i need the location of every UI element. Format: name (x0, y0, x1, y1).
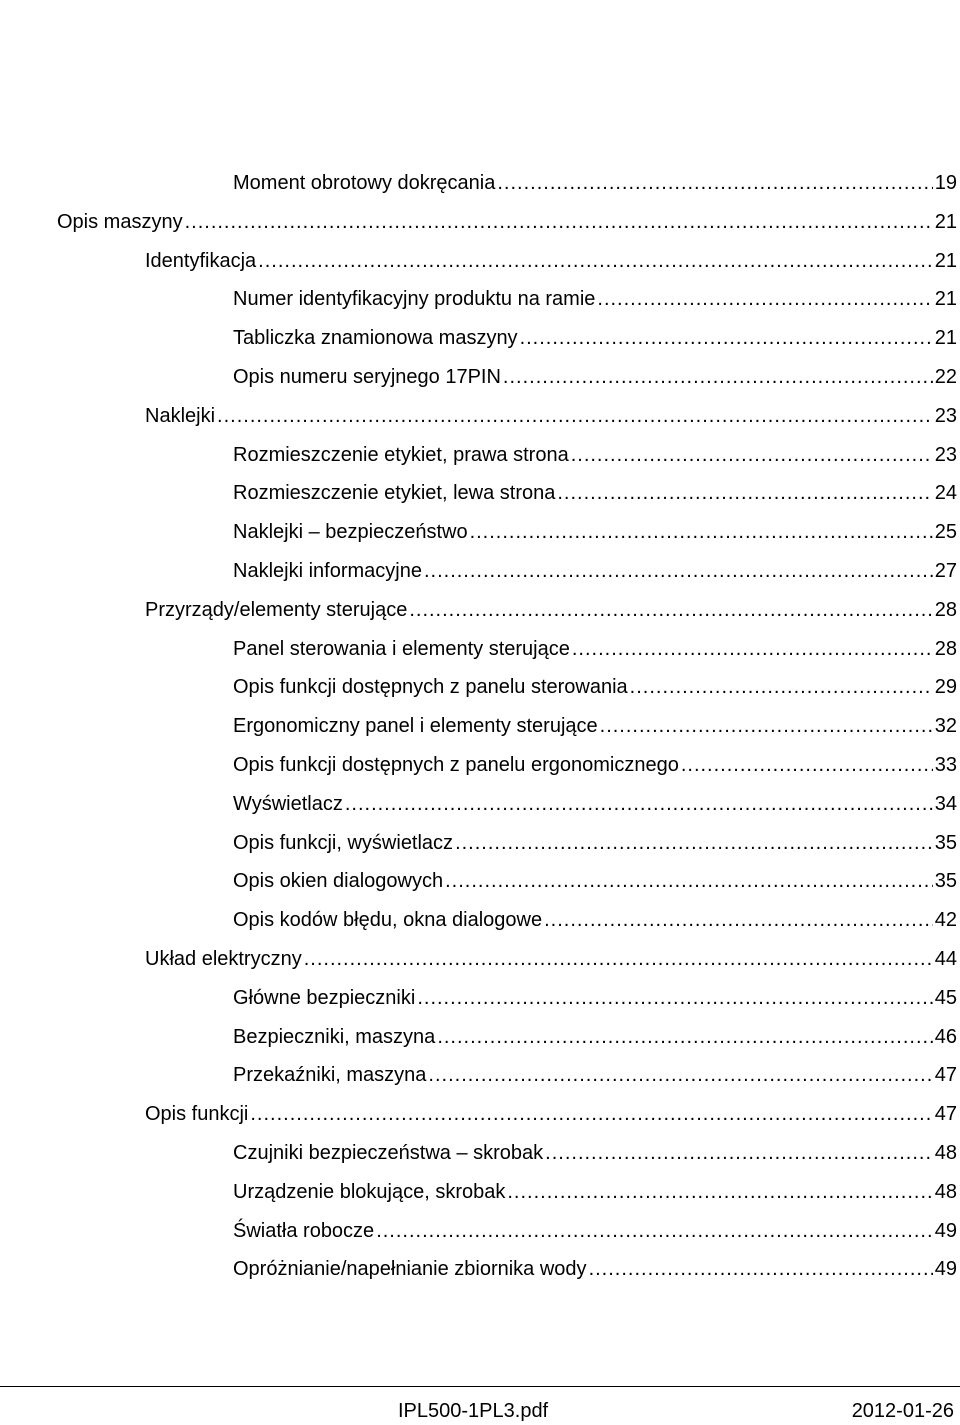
toc-dot-leader (376, 1212, 933, 1251)
toc-entry-title: Urządzenie blokujące, skrobak (233, 1180, 506, 1203)
toc-dot-leader (437, 1018, 932, 1057)
toc-entry-title: Naklejki (145, 404, 216, 427)
page-footer (0, 1386, 960, 1425)
toc-entry[interactable] (233, 319, 960, 358)
toc-entry-page-number: 21 (934, 249, 957, 272)
toc-dot-leader (185, 203, 933, 242)
toc-entry[interactable] (233, 785, 960, 824)
toc-entry-title: Opis numeru seryjnego 17PIN (233, 365, 501, 388)
toc-entry-title: Opis funkcji dostępnych z panelu sterowania (233, 676, 628, 699)
toc-entry-title: Przekaźniki, maszyna (233, 1064, 427, 1087)
toc-entry-title: Numer identyfikacyjny produktu na ramie (233, 288, 596, 311)
toc-entry-page-number: 27 (934, 559, 957, 582)
toc-entry-title: Bezpieczniki, maszyna (233, 1025, 436, 1048)
toc-entry-title: Światła robocze (233, 1219, 375, 1242)
toc-entry-page-number: 24 (934, 482, 957, 505)
toc-dot-leader (503, 358, 933, 397)
toc-entry-page-number: 23 (934, 404, 957, 427)
toc-entry-page-number: 46 (934, 1025, 957, 1048)
toc-entry[interactable] (145, 591, 960, 630)
toc-entry[interactable] (233, 1134, 960, 1173)
footer-date: 2012-01-26 (851, 1400, 954, 1422)
toc-entry-page-number: 19 (934, 172, 957, 194)
toc-entry-title: Opis kodów błędu, okna dialogowe (233, 909, 543, 932)
toc-dot-leader (258, 242, 933, 281)
toc-entry-page-number: 35 (934, 870, 957, 893)
toc-entry[interactable] (233, 358, 960, 397)
toc-entry-title: Panel sterowania i elementy sterujące (233, 637, 570, 660)
toc-entry-title: Układ elektryczny (145, 947, 302, 970)
toc-entry-page-number: 34 (934, 792, 957, 815)
toc-entry-page-number: 42 (934, 909, 957, 932)
toc-entry[interactable] (233, 1250, 960, 1289)
toc-entry-page-number: 22 (934, 365, 957, 388)
toc-entry-page-number: 23 (934, 443, 957, 466)
toc-dot-leader (557, 474, 932, 513)
toc-entry-title: Wyświetlacz (233, 792, 343, 815)
toc-entry[interactable] (233, 668, 960, 707)
toc-entry[interactable] (233, 1212, 960, 1251)
toc-dot-leader (545, 1134, 933, 1173)
toc-entry-page-number: 28 (934, 637, 957, 660)
toc-entry-page-number: 32 (934, 715, 957, 738)
toc-entry[interactable] (145, 940, 960, 979)
toc-entry[interactable] (145, 242, 960, 281)
toc-dot-leader (589, 1250, 933, 1289)
toc-dot-leader (424, 552, 933, 591)
toc-entry-title: Naklejki – bezpieczeństwo (233, 521, 468, 544)
toc-dot-leader (572, 630, 933, 669)
toc-entry-page-number: 21 (934, 327, 957, 350)
toc-dot-leader (681, 746, 933, 785)
toc-entry-page-number: 48 (934, 1180, 957, 1203)
toc-entry-title: Opis maszyny (57, 210, 183, 233)
toc-entry-title: Identyfikacja (145, 249, 257, 272)
toc-entry[interactable] (233, 280, 960, 319)
toc-dot-leader (520, 319, 933, 358)
toc-entry[interactable] (233, 630, 960, 669)
toc-entry[interactable] (233, 164, 960, 203)
toc-entry[interactable] (233, 746, 960, 785)
footer-filename: IPL500-1PL3.pdf (398, 1400, 549, 1422)
toc-dot-leader (597, 280, 932, 319)
toc-entry[interactable] (233, 1018, 960, 1057)
toc-entry[interactable] (233, 901, 960, 940)
toc-dot-leader (417, 979, 932, 1018)
toc-entry-page-number: 48 (934, 1141, 957, 1164)
toc-entry-title: Tabliczka znamionowa maszyny (233, 327, 518, 350)
toc-dot-leader (571, 436, 933, 475)
toc-dot-leader (630, 668, 933, 707)
toc-entry-page-number: 29 (934, 676, 957, 699)
toc-entry[interactable] (233, 552, 960, 591)
toc-entry[interactable] (233, 1056, 960, 1095)
toc-entry[interactable] (233, 474, 960, 513)
footer-divider (0, 1386, 960, 1387)
toc-entry-page-number: 45 (934, 986, 957, 1009)
toc-dot-leader (600, 707, 933, 746)
toc-entry-title: Opis funkcji (145, 1103, 249, 1126)
toc-dot-leader (217, 397, 933, 436)
toc-entry[interactable] (145, 1095, 960, 1134)
toc-entry[interactable] (233, 979, 960, 1018)
toc-entry[interactable] (145, 397, 960, 436)
toc-entry[interactable] (233, 824, 960, 863)
toc-dot-leader (544, 901, 933, 940)
toc-dot-leader (470, 513, 933, 552)
toc-entry-title: Ergonomiczny panel i elementy sterujące (233, 715, 598, 738)
toc-entry-page-number: 47 (934, 1103, 957, 1126)
toc-dot-leader (497, 164, 932, 203)
toc-entry-title: Opróżnianie/napełnianie zbiornika wody (233, 1258, 587, 1281)
toc-entry-title: Przyrządy/elementy sterujące (145, 598, 408, 621)
toc-entry[interactable] (233, 1173, 960, 1212)
toc-dot-leader (409, 591, 932, 630)
toc-entry-title: Naklejki informacyjne (233, 559, 422, 582)
toc-entry-page-number: 25 (934, 521, 957, 544)
toc-dot-leader (455, 824, 933, 863)
toc-dot-leader (250, 1095, 932, 1134)
toc-entry-page-number: 47 (934, 1064, 957, 1087)
toc-entry-title: Opis okien dialogowych (233, 870, 444, 893)
toc-entry[interactable] (233, 707, 960, 746)
toc-entry-page-number: 33 (934, 753, 957, 776)
toc-dot-leader (345, 785, 933, 824)
toc-dot-leader (507, 1173, 932, 1212)
toc-entry-title: Główne bezpieczniki (233, 986, 416, 1009)
toc-entry-page-number: 21 (934, 210, 957, 233)
toc-entry-page-number: 28 (934, 598, 957, 621)
toc-entry[interactable] (233, 513, 960, 552)
toc-entry-page-number: 44 (934, 947, 957, 970)
toc-entry-page-number: 49 (934, 1219, 957, 1242)
toc-entry-title: Opis funkcji dostępnych z panelu ergonomicznego (233, 753, 679, 776)
toc-dot-leader (304, 940, 933, 979)
toc-entry-title: Opis funkcji, wyświetlacz (233, 831, 454, 854)
toc-entry-title: Rozmieszczenie etykiet, prawa strona (233, 443, 569, 466)
toc-entry-page-number: 35 (934, 831, 957, 854)
toc-entry-title: Moment obrotowy dokręcania (233, 172, 496, 194)
toc-entry[interactable] (57, 203, 960, 242)
toc-entry-page-number: 49 (934, 1258, 957, 1281)
toc-dot-leader (428, 1056, 932, 1095)
toc-entry-page-number: 21 (934, 288, 957, 311)
toc-entry-title: Rozmieszczenie etykiet, lewa strona (233, 482, 556, 505)
table-of-contents (0, 164, 960, 1289)
toc-entry-title: Czujniki bezpieczeństwa – skrobak (233, 1141, 544, 1164)
toc-dot-leader (445, 862, 933, 901)
toc-entry[interactable] (233, 436, 960, 475)
toc-entry[interactable] (233, 862, 960, 901)
